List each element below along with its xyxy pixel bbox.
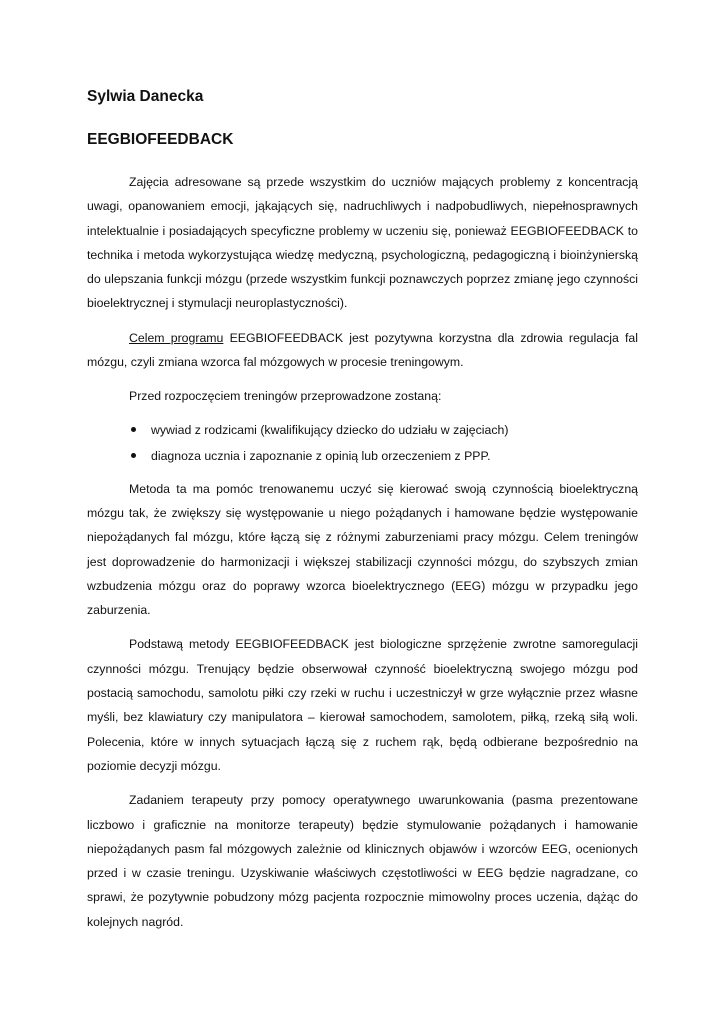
list-item-text: wywiad z rodzicami (kwalifikujący dziecko do udziału w zajęciach) bbox=[151, 422, 509, 437]
paragraph-goal bbox=[87, 326, 638, 375]
paragraph-before-training: Przed rozpoczęciem treningów przeprowadzone zostaną: bbox=[129, 389, 442, 404]
paragraph-basis: Podstawą metody EEGBIOFEEDBACK jest biologiczne sprzężenie zwrotne samoregulacji czynności mózgu. Trenujący będzie obserwował czynność bioelektryczną swojego mózgu pod postacią samochodu, samolotu piłki czy rzeki w ruchu i uczestniczył w grze wyłącznie przez własne myśli, bez klawiatury czy manipulatora – kierował samochodem, samolotem, piłką, rzeką siłą woli. Polecenia, które w innych sytuacjach łączą się z ruchem rąk, będą odbierane bezpośrednio na poziomie decyzji mózgu. bbox=[87, 637, 638, 773]
list-item-text: diagnoza ucznia i zapoznanie z opinią lub orzeczeniem z PPP. bbox=[151, 448, 491, 463]
goal-text: EEGBIOFEEDBACK jest pozytywna korzystna dla zdrowia regulacja fal mózgu, czyli zmiana wzorca fal mózgowych w procesie treningowym. bbox=[87, 330, 638, 370]
author-name: Sylwia Danecka bbox=[87, 88, 204, 105]
bullet-list bbox=[87, 417, 638, 469]
goal-label: Celem programu bbox=[129, 330, 224, 345]
paragraph-method: Metoda ta ma pomóc trenowanemu uczyć się kierować swoją czynnością bioelektryczną mózgu tak, że zwiększy się występowanie u niego pożądanych i hamowane będzie występowanie niepożądanych fal mózgu, które łączą się z różnymi zaburzeniami pracy mózgu. Celem treningów jest doprowadzenie do harmonizacji i większej stabilizacji czynności mózgu, do szybszych zmian wzbudzenia mózgu oraz do poprawy wzorca bioelektrycznego (EEG) mózgu w przypadku jego zaburzenia. bbox=[87, 481, 638, 618]
list-item bbox=[87, 443, 638, 469]
document-title: EEGBIOFEEDBACK bbox=[87, 131, 234, 148]
bullet-icon bbox=[131, 453, 136, 458]
bullet-icon bbox=[131, 427, 136, 432]
paragraph-therapist: Zadaniem terapeuty przy pomocy operatywnego uwarunkowania (pasma prezentowane liczbowo i graficznie na monitorze terapeuty) będzie stymulowanie pożądanych i hamowanie niepożądanych pasm fal mózgowych zależnie od klinicznych objawów i wzorców EEG, ocenionych przed i w czasie treningu. Uzyskiwanie właściwych częstotliwości w EEG będzie nagradzane, co sprawi, że pozytywnie pobudzony mózg pacjenta rozpocznie mimowolny proces uczenia, dążąc do kolejnych nagród. bbox=[87, 793, 638, 929]
document-body bbox=[87, 170, 638, 944]
paragraph-intro: Zajęcia adresowane są przede wszystkim do uczniów mających problemy z koncentracją uwagi, opanowaniem emocji, jąkających się, nadruchliwych i nadpobudliwych, niepełnosprawnych intelektualnie i posiadających specyficzne problemy w uczeniu się, ponieważ EEGBIOFEEDBACK to technika i metoda wykorzystująca wiedzę medyczną, psychologiczną, pedagogiczną i bioinżynierską do ulepszania funkcji mózgu (przede wszystkim funkcji poznawczych poprzez zmianę jego czynności bioelektrycznej i stymulacji neuroplastyczności). bbox=[87, 175, 638, 311]
list-item bbox=[87, 417, 638, 443]
